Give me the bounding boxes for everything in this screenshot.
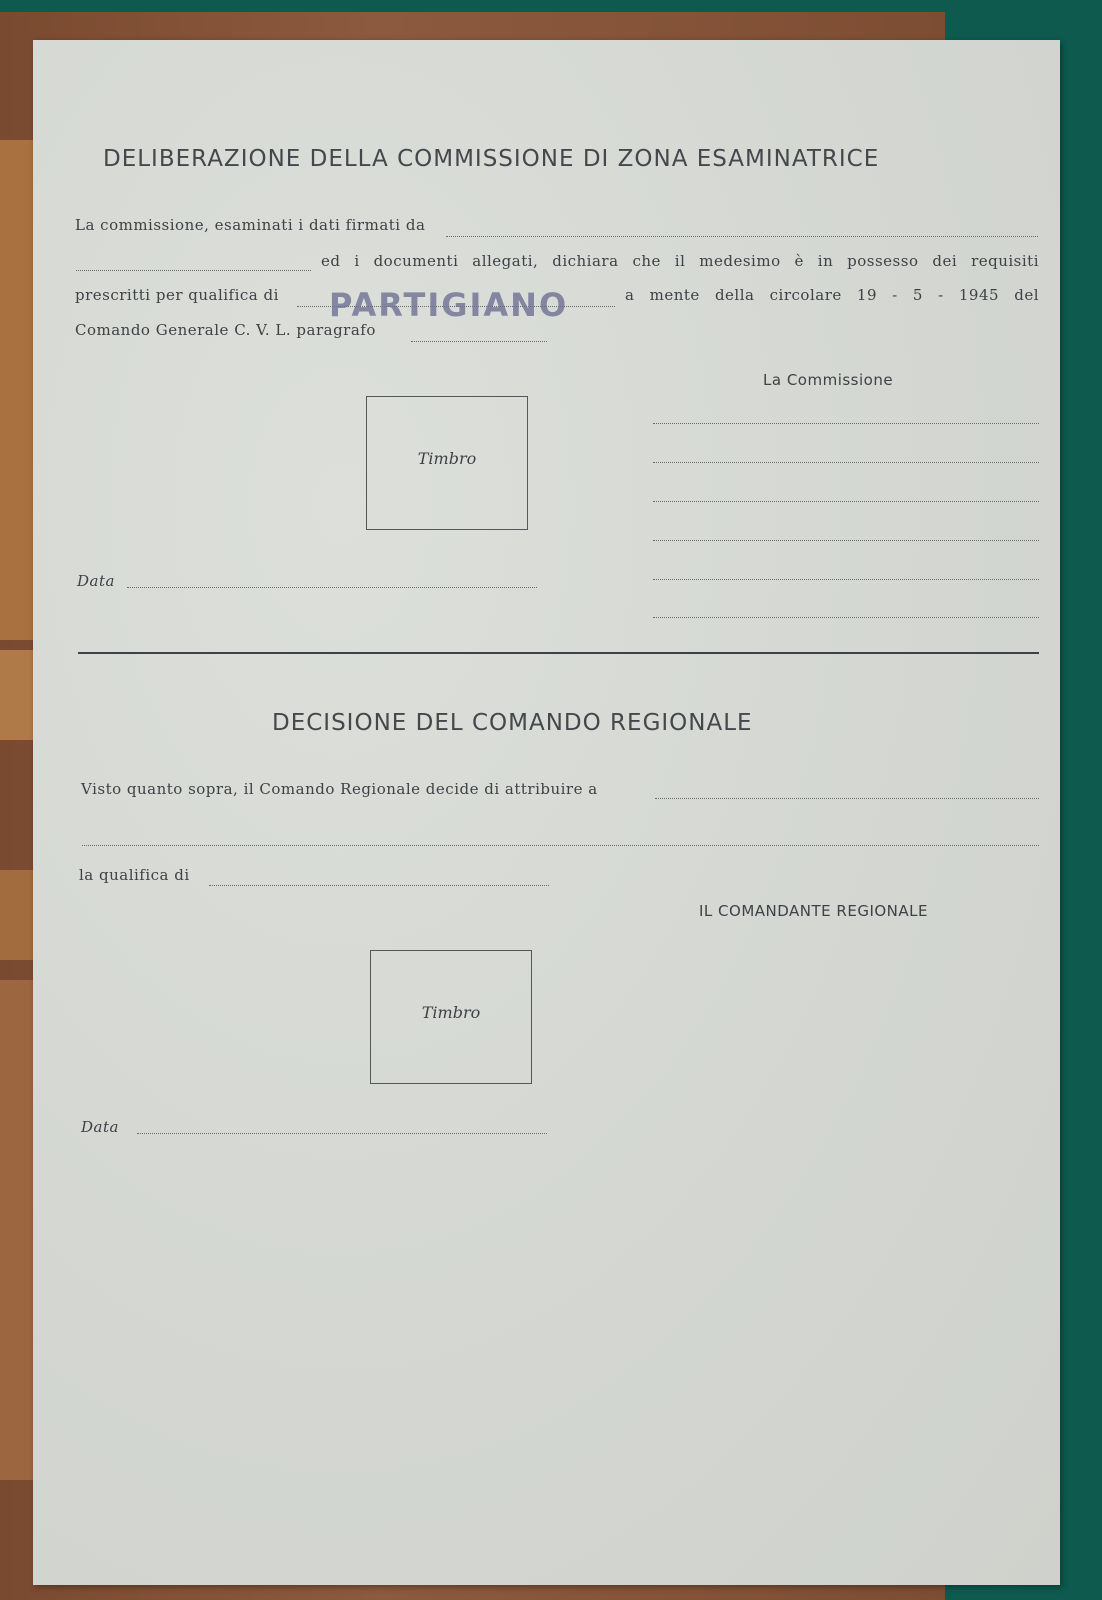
documents-text: ed i documenti allegati, dichiara che il medesimo è in possesso dei requisiti bbox=[321, 252, 1039, 270]
signature-line[interactable] bbox=[653, 423, 1039, 424]
folder-edge bbox=[0, 870, 36, 960]
visto-text: Visto quanto sopra, il Comando Regionale decide di attribuire a bbox=[81, 780, 598, 798]
stamp-label: Timbro bbox=[417, 449, 477, 468]
signature-line[interactable] bbox=[653, 579, 1039, 580]
signature-line[interactable] bbox=[653, 617, 1039, 618]
comando-paragrafo-text: Comando Generale C. V. L. paragrafo bbox=[75, 321, 376, 339]
signature-line[interactable] bbox=[653, 540, 1039, 541]
stamp-box bbox=[370, 950, 532, 1084]
date-label: Data bbox=[77, 572, 115, 590]
signature-line[interactable] bbox=[653, 462, 1039, 463]
partigiano-stamp: PARTIGIANO bbox=[329, 286, 569, 324]
name-fill-line[interactable] bbox=[446, 236, 1038, 237]
section2-title: DECISIONE DEL COMANDO REGIONALE bbox=[272, 710, 753, 736]
section1-title: DELIBERAZIONE DELLA COMMISSIONE DI ZONA ESAMINATRICE bbox=[103, 146, 880, 172]
name-continuation-line[interactable] bbox=[76, 270, 311, 271]
date-fill-line[interactable] bbox=[127, 587, 537, 588]
folder-edge bbox=[0, 980, 36, 1480]
document-sheet bbox=[33, 40, 1060, 1585]
commander-label: IL COMANDANTE REGIONALE bbox=[699, 902, 928, 920]
qualifica-label: prescritti per qualifica di bbox=[75, 286, 279, 304]
folder-edge bbox=[0, 140, 36, 640]
stamp-box bbox=[366, 396, 528, 530]
circolare-text: a mente della circolare 19 - 5 - 1945 del bbox=[625, 286, 1039, 304]
attribuire-fill-line[interactable] bbox=[655, 798, 1039, 799]
qualifica-di-label: la qualifica di bbox=[79, 866, 190, 884]
stamp-label: Timbro bbox=[421, 1003, 481, 1022]
folder-edge bbox=[0, 650, 36, 740]
commission-label: La Commissione bbox=[763, 371, 894, 389]
attribuire-continuation-line[interactable] bbox=[82, 845, 1039, 846]
qualifica-di-fill-line[interactable] bbox=[209, 885, 549, 886]
date-label: Data bbox=[81, 1118, 119, 1136]
section-divider bbox=[78, 652, 1039, 654]
signature-line[interactable] bbox=[653, 501, 1039, 502]
date-fill-line[interactable] bbox=[137, 1133, 547, 1134]
paragrafo-fill-line[interactable] bbox=[411, 341, 547, 342]
commission-intro-text: La commissione, esaminati i dati firmati da bbox=[75, 216, 426, 234]
